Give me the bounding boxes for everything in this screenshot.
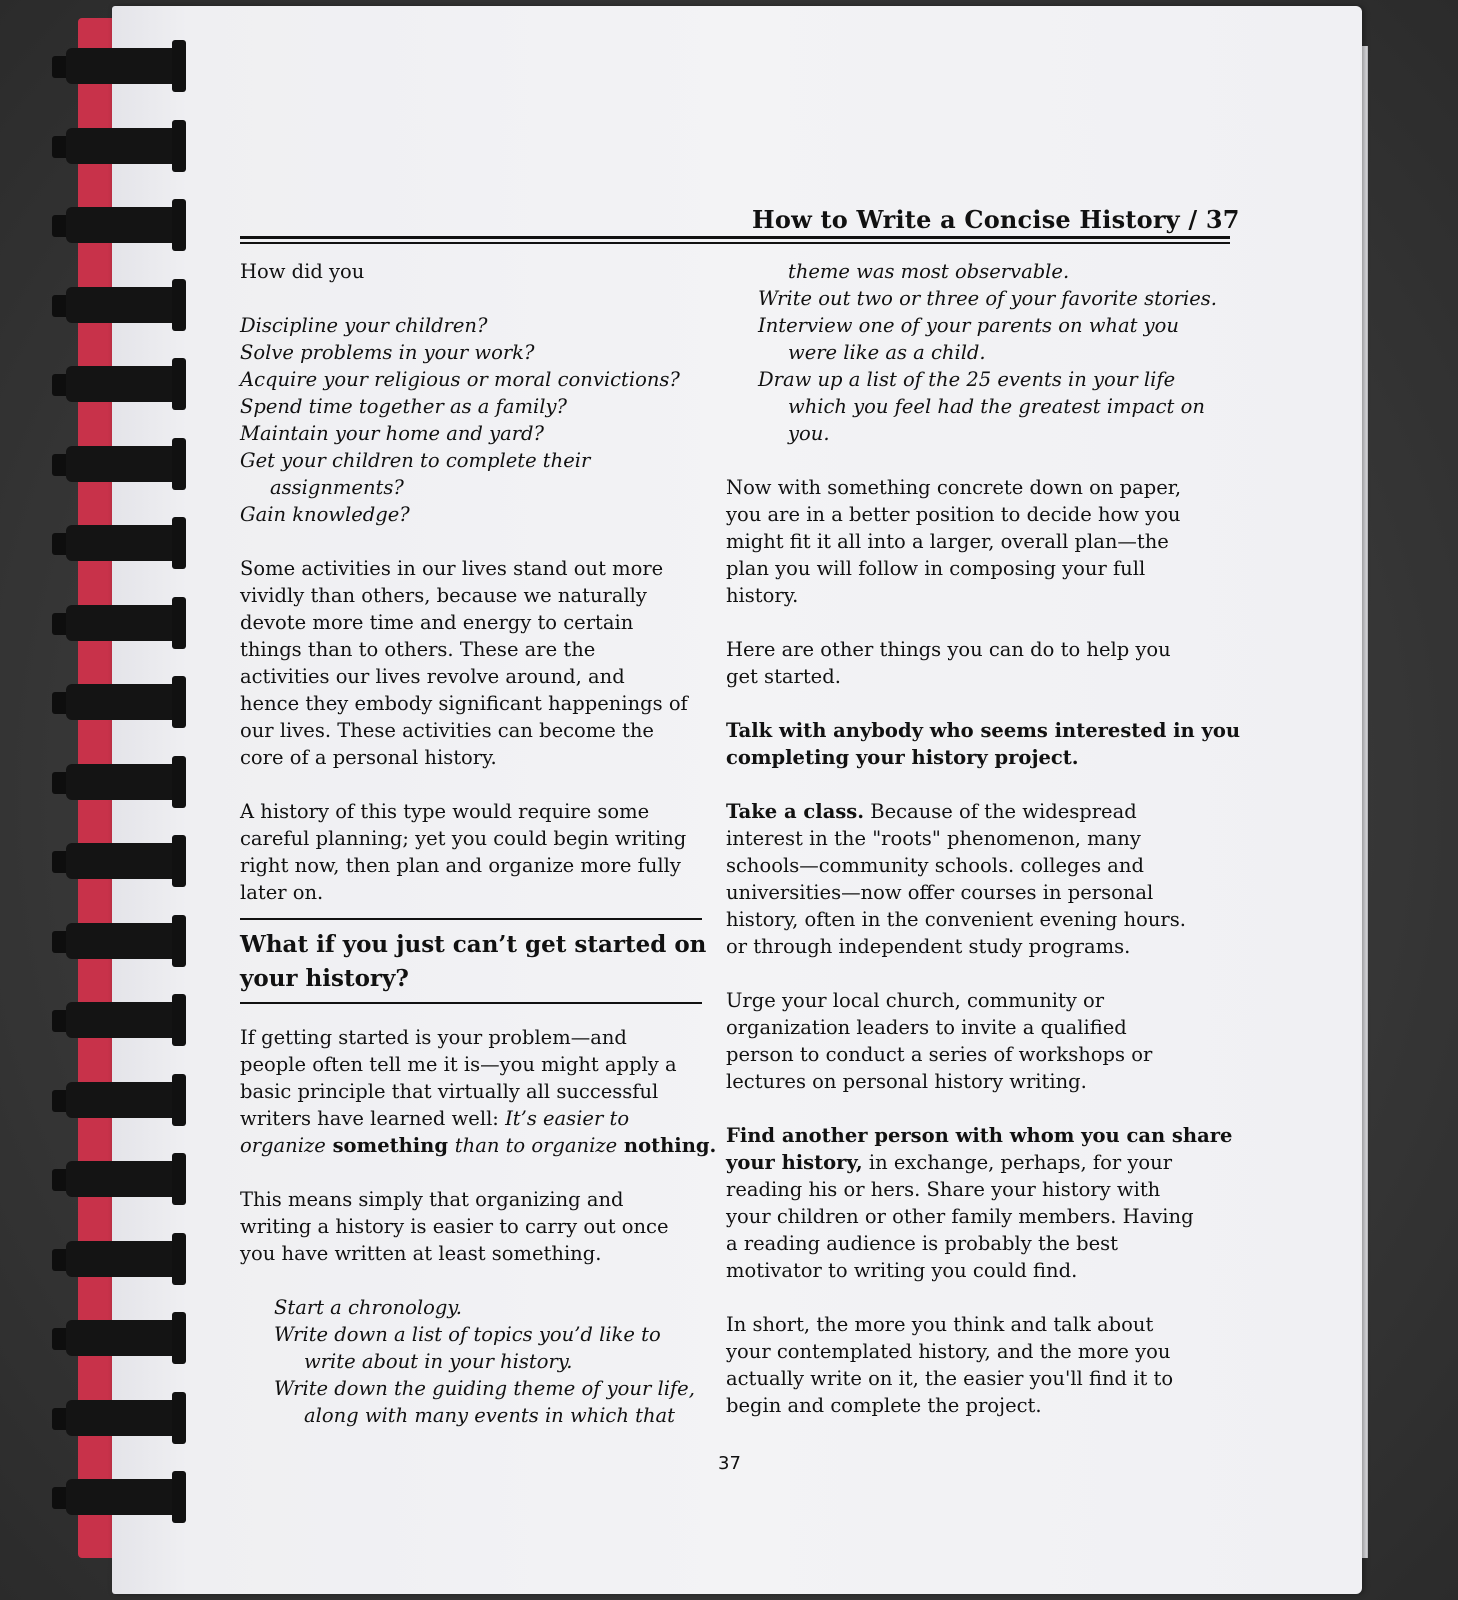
text-line: Some activities in our lives stand out more: [240, 557, 664, 580]
text-line: get started.: [726, 665, 841, 688]
binding-coil: [48, 205, 184, 245]
list-item: Draw up a list of the 25 events in your life: [758, 368, 1176, 391]
page-number: 37: [718, 1453, 741, 1474]
text-line: vividly than others, because we naturally: [240, 584, 647, 607]
binding-coil: [48, 921, 184, 961]
list-item: Write down the guiding theme of your life,: [274, 1377, 695, 1400]
list-item: Write down a list of topics you’d like to: [274, 1323, 661, 1346]
binding-coil: [48, 1239, 184, 1279]
text-line: Find another person with whom you can share: [726, 1124, 1233, 1147]
text-line: A history of this type would require some: [240, 800, 650, 823]
text-line: Now with something concrete down on paper,: [726, 476, 1182, 499]
text-line: careful planning; yet you could begin writing: [240, 827, 687, 850]
list-item: Write out two or three of your favorite stories.: [758, 287, 1217, 310]
running-head: How to Write a Concise History / 37: [752, 205, 1240, 234]
text-line: basic principle that virtually all successful: [240, 1080, 659, 1103]
text-line: This means simply that organizing and: [240, 1188, 624, 1211]
question-item: Discipline your children?: [240, 314, 488, 337]
text-line: your children or other family members. Having: [726, 1205, 1194, 1228]
list-item: you.: [788, 422, 830, 445]
text-line: right now, then plan and organize more fully: [240, 854, 681, 877]
binding-coil: [48, 603, 184, 643]
text-line: Here are other things you can do to help you: [726, 638, 1171, 661]
text-line: Urge your local church, community or: [726, 989, 1105, 1012]
text-line: history.: [726, 584, 799, 607]
text-line: activities our lives revolve around, and: [240, 665, 625, 688]
text-line: begin and complete the project.: [726, 1394, 1042, 1417]
text-line: things than to others. These are the: [240, 638, 596, 661]
paragraph: [240, 798, 710, 906]
binding-coil: [48, 1477, 184, 1517]
right-column: [726, 258, 1241, 1419]
suggestion-list: [240, 1294, 710, 1429]
list-item: which you feel had the greatest impact on: [788, 395, 1205, 418]
text-line: you have written at least something.: [240, 1242, 602, 1265]
text-line: devote more time and energy to certain: [240, 611, 634, 634]
intro-text: How did you: [240, 260, 365, 283]
text-line: universities—now offer courses in personal: [726, 881, 1154, 904]
list-item: theme was most observable.: [788, 260, 1070, 283]
question-item: Gain knowledge?: [240, 503, 410, 526]
text-line: hence they embody significant happenings of: [240, 692, 688, 715]
list-item: were like as a child.: [788, 341, 986, 364]
list-item: Start a chronology.: [274, 1296, 462, 1319]
binding-coil: [48, 285, 184, 325]
text-line: core of a personal history.: [240, 746, 497, 769]
question-item: Spend time together as a family?: [240, 395, 567, 418]
list-item: Interview one of your parents on what you: [758, 314, 1179, 337]
left-column: [240, 258, 717, 1429]
paragraph: [726, 636, 1216, 690]
text-line: schools—community schools. colleges and: [726, 854, 1144, 877]
text-line: our lives. These activities can become the: [240, 719, 654, 742]
question-item: Get your children to complete their: [240, 449, 591, 472]
text-line: writing a history is easier to carry out once: [240, 1215, 669, 1238]
binding-coil: [48, 364, 184, 404]
list-item: along with many events in which that: [304, 1404, 675, 1427]
text-line: history, often in the convenient evening hours.: [726, 908, 1186, 931]
text-line: actually write on it, the easier you'll find it to: [726, 1367, 1174, 1390]
text-line: you are in a better position to decide how you: [726, 503, 1181, 526]
binding-coil: [48, 444, 184, 484]
binding-coil: [48, 126, 184, 166]
question-item: Maintain your home and yard?: [240, 422, 544, 445]
binding-coil: [48, 682, 184, 722]
paragraph: [726, 474, 1216, 609]
text-line: later on.: [240, 881, 324, 904]
binding-coil: [48, 1000, 184, 1040]
paragraph: [240, 555, 710, 771]
text-line: might fit it all into a larger, overall plan—the: [726, 530, 1169, 553]
text-line: If getting started is your problem—and: [240, 1026, 627, 1049]
text-line: or through independent study programs.: [726, 935, 1131, 958]
text-line: your history, in exchange, perhaps, for your: [726, 1151, 1173, 1174]
suggestion-list: [726, 258, 1216, 447]
binding-coil: [48, 1080, 184, 1120]
text-line: your contemplated history, and the more you: [726, 1340, 1171, 1363]
text-line: motivator to writing you could find.: [726, 1259, 1078, 1282]
binding-coil: [48, 1398, 184, 1438]
text-line: Take a class. Because of the widespread: [726, 800, 1137, 823]
question-item: assignments?: [270, 476, 404, 499]
binding-coil: [48, 762, 184, 802]
binding-coil: [48, 46, 184, 86]
binding-coil: [48, 1318, 184, 1358]
header-rule: [240, 236, 1230, 239]
binding-coil: [48, 841, 184, 881]
text-line: plan you will follow in composing your full: [726, 557, 1146, 580]
text-line: people often tell me it is—you might apply a: [240, 1053, 677, 1076]
list-item: write about in your history.: [304, 1350, 573, 1373]
text-line: person to conduct a series of workshops or: [726, 1043, 1153, 1066]
paragraph: [726, 987, 1216, 1095]
paragraph: [726, 1311, 1216, 1419]
text-line: organize something than to organize nothing.: [240, 1134, 717, 1157]
header-rule: [240, 242, 1230, 244]
question-item: Solve problems in your work?: [240, 341, 535, 364]
section-heading: What if you just can’t get started on your history?: [240, 931, 707, 992]
text-line: lectures on personal history writing.: [726, 1070, 1087, 1093]
binding-coil: [48, 523, 184, 563]
paragraph: [240, 1024, 717, 1159]
paragraph: [726, 798, 1216, 960]
text-line: a reading audience is probably the best: [726, 1232, 1118, 1255]
paragraph: [726, 717, 1241, 771]
question-item: Acquire your religious or moral convictions?: [240, 368, 680, 391]
text-line: organization leaders to invite a qualified: [726, 1016, 1127, 1039]
paragraph: [726, 1122, 1233, 1284]
text-line: completing your history project.: [726, 746, 1079, 769]
text-line: interest in the "roots" phenomenon, many: [726, 827, 1141, 850]
text-line: writers have learned well: It’s easier to: [240, 1107, 630, 1130]
text-line: In short, the more you think and talk about: [726, 1313, 1154, 1336]
text-line: Talk with anybody who seems interested in you: [726, 719, 1241, 742]
text-line: reading his or hers. Share your history with: [726, 1178, 1161, 1201]
paragraph: [240, 1186, 710, 1267]
binding-coil: [48, 1159, 184, 1199]
